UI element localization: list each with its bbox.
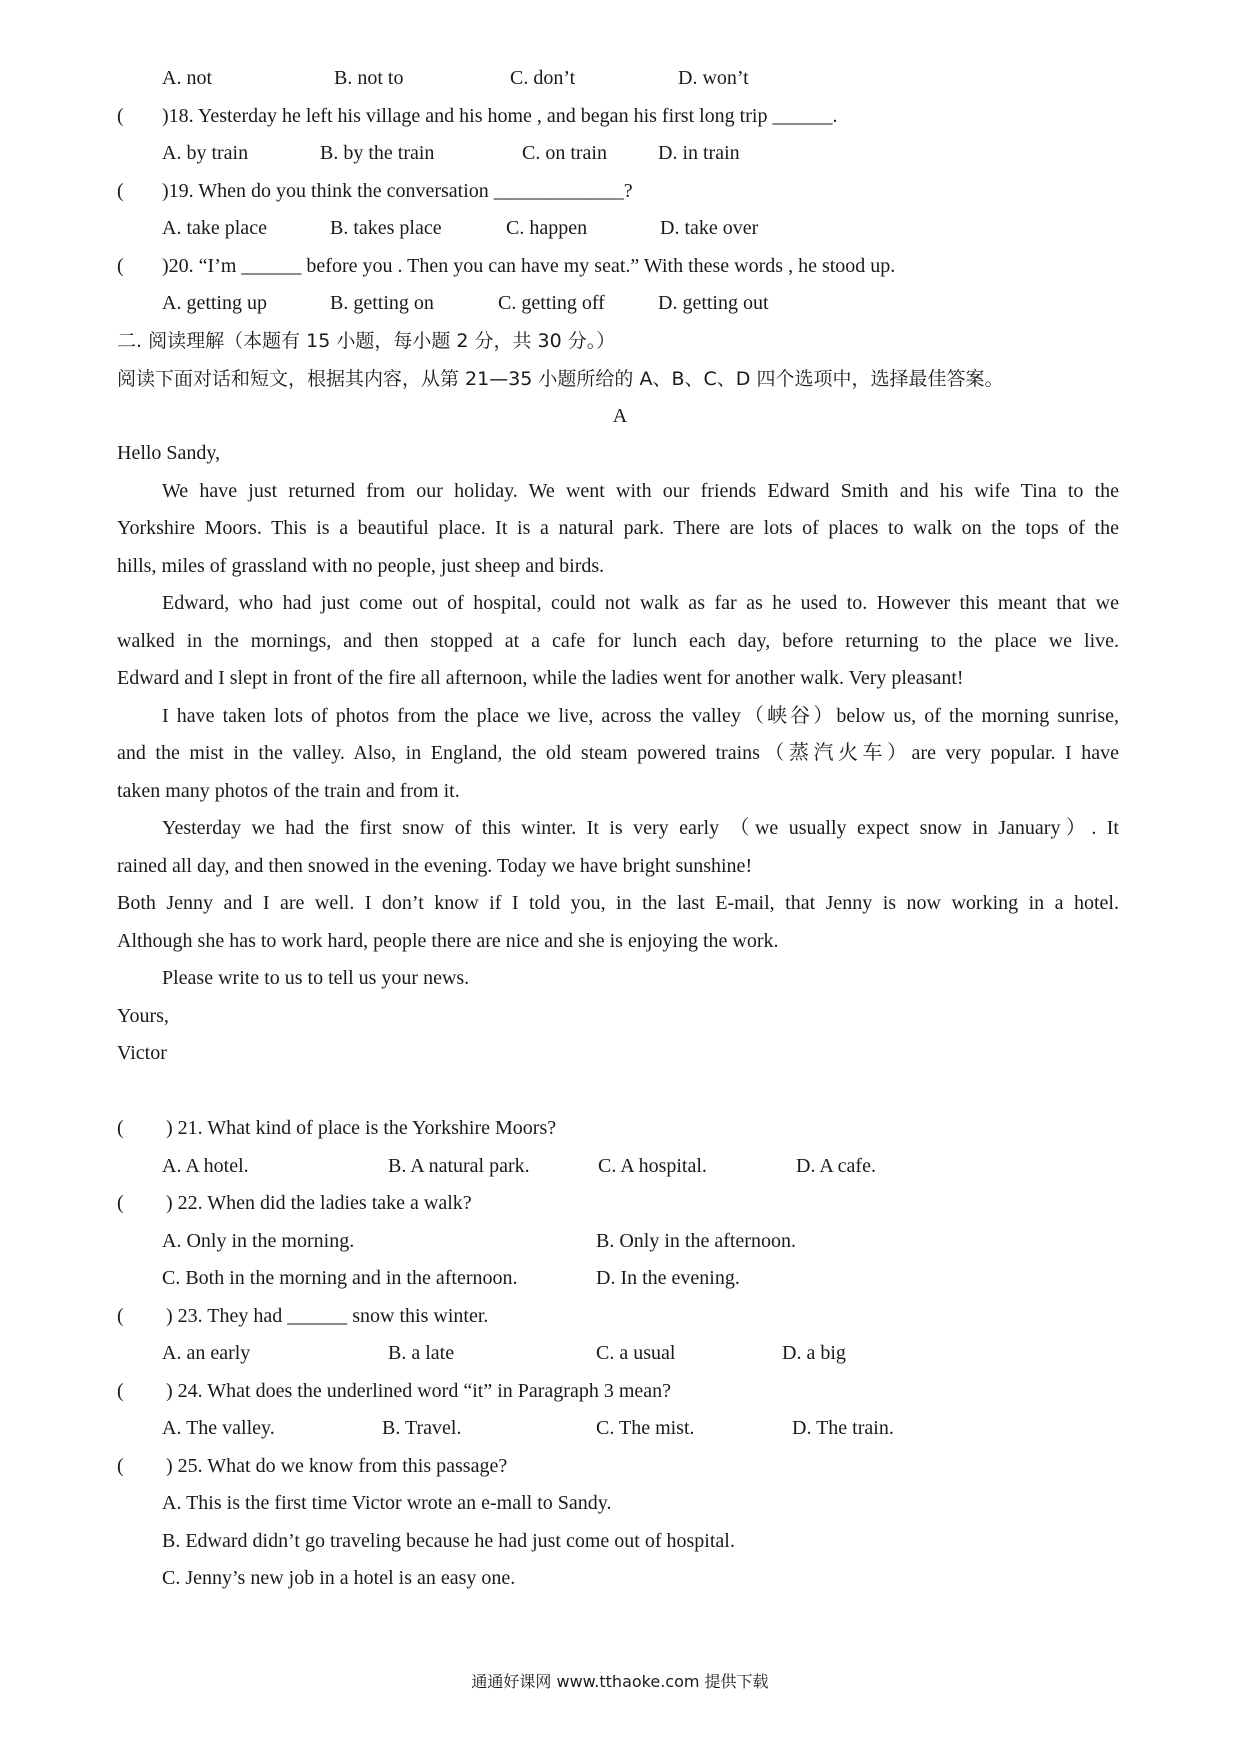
section-instruction: 阅读下面对话和短文，根据其内容，从第 21—35 小题所给的 A、B、C、D 四个选项中，选择最佳答案。	[117, 368, 1004, 390]
q25-option-b: B. Edward didn’t go traveling because he had just come out of hospital.	[162, 1530, 735, 1552]
page-footer: 通通好课网 www.tthaoke.com 提供下载	[471, 1672, 769, 1691]
q24-option-b: B. Travel.	[382, 1417, 462, 1439]
q18-option-a: A. by train	[162, 142, 249, 164]
q20-option-c: C. getting off	[498, 292, 605, 314]
letter-line: Yorkshire Moors. This is a beautiful place. It is a natural park. There are lots of places to walk on the tops of the	[117, 517, 1119, 539]
q25-option-a: A. This is the first time Victor wrote an e-mall to Sandy.	[162, 1492, 612, 1514]
letter-signature: Victor	[117, 1042, 167, 1064]
q17-option-b: B. not to	[334, 67, 404, 89]
q20-answer-bracket: (	[117, 255, 124, 277]
letter-line: and the mist in the valley. Also, in England, the old steam powered trains（蒸汽火车）are very popular. I have	[117, 742, 1119, 764]
q18-answer-bracket: (	[117, 105, 124, 127]
q17-option-d: D. won’t	[678, 67, 749, 89]
letter-line: Please write to us to tell us your news.	[162, 967, 470, 989]
q25-option-c: C. Jenny’s new job in a hotel is an easy one.	[162, 1567, 516, 1589]
q22-option-c: C. Both in the morning and in the afternoon.	[162, 1267, 518, 1289]
letter-line: Edward, who had just come out of hospital, could not walk as far as he used to. However this meant that we	[162, 592, 1119, 614]
q21-option-a: A. A hotel.	[162, 1155, 249, 1177]
q21-stem: ) 21. What kind of place is the Yorkshire Moors?	[166, 1117, 557, 1139]
letter-greeting: Hello Sandy,	[117, 442, 221, 464]
q19-option-b: B. takes place	[330, 217, 442, 239]
letter-line: rained all day, and then snowed in the evening. Today we have bright sunshine!	[117, 855, 753, 877]
passage-label: A	[612, 405, 628, 427]
q23-option-c: C. a usual	[596, 1342, 676, 1364]
q25-answer-bracket: (	[117, 1455, 124, 1477]
section-heading: 二. 阅读理解（本题有 15 小题，每小题 2 分，共 30 分。）	[117, 330, 616, 352]
q21-option-d: D. A cafe.	[796, 1155, 876, 1177]
q22-option-d: D. In the evening.	[596, 1267, 740, 1289]
q21-answer-bracket: (	[117, 1117, 124, 1139]
q23-option-b: B. a late	[388, 1342, 455, 1364]
letter-line: taken many photos of the train and from it.	[117, 780, 460, 802]
q20-option-b: B. getting on	[330, 292, 434, 314]
q21-option-c: C. A hospital.	[598, 1155, 707, 1177]
q23-answer-bracket: (	[117, 1305, 124, 1327]
letter-line: Yesterday we had the first snow of this winter. It is very early （we usually expect snow in January）. It	[162, 817, 1119, 839]
q22-option-b: B. Only in the afternoon.	[596, 1230, 796, 1252]
q24-answer-bracket: (	[117, 1380, 124, 1402]
q20-stem: )20. “I’m ______ before you . Then you can have my seat.” With these words , he stood up.	[162, 255, 896, 277]
q24-option-c: C. The mist.	[596, 1417, 695, 1439]
q25-stem: ) 25. What do we know from this passage?	[166, 1455, 508, 1477]
letter-line: Both Jenny and I are well. I don’t know if I told you, in the last E-mail, that Jenny is now working in a hotel.	[117, 892, 1119, 914]
letter-closing: Yours,	[117, 1005, 169, 1027]
letter-line: hills, miles of grassland with no people, just sheep and birds.	[117, 555, 605, 577]
q24-stem: ) 24. What does the underlined word “it” in Paragraph 3 mean?	[166, 1380, 672, 1402]
q19-answer-bracket: (	[117, 180, 124, 202]
q22-stem: ) 22. When did the ladies take a walk?	[166, 1192, 472, 1214]
q19-option-d: D. take over	[660, 217, 759, 239]
q19-option-c: C. happen	[506, 217, 588, 239]
letter-line: Edward and I slept in front of the fire all afternoon, while the ladies went for another walk. Very pleasant!	[117, 667, 964, 689]
q18-stem: )18. Yesterday he left his village and his home , and began his first long trip ______.	[162, 105, 838, 127]
q17-option-a: A. not	[162, 67, 212, 89]
q21-option-b: B. A natural park.	[388, 1155, 530, 1177]
q19-stem: )19. When do you think the conversation _____________?	[162, 180, 633, 202]
q17-option-c: C. don’t	[510, 67, 576, 89]
q18-option-c: C. on train	[522, 142, 607, 164]
q18-option-d: D. in train	[658, 142, 740, 164]
q19-option-a: A. take place	[162, 217, 267, 239]
letter-line: Although she has to work hard, people there are nice and she is enjoying the work.	[117, 930, 779, 952]
q23-stem: ) 23. They had ______ snow this winter.	[166, 1305, 489, 1327]
q20-option-a: A. getting up	[162, 292, 267, 314]
q24-option-a: A. The valley.	[162, 1417, 275, 1439]
letter-line: We have just returned from our holiday. We went with our friends Edward Smith and his wife Tina to the	[162, 480, 1119, 502]
letter-line: walked in the mornings, and then stopped at a cafe for lunch each day, before returning to the place we live.	[117, 630, 1119, 652]
q18-option-b: B. by the train	[320, 142, 435, 164]
q23-option-a: A. an early	[162, 1342, 251, 1364]
q20-option-d: D. getting out	[658, 292, 769, 314]
q23-option-d: D. a big	[782, 1342, 846, 1364]
q24-option-d: D. The train.	[792, 1417, 894, 1439]
q22-option-a: A. Only in the morning.	[162, 1230, 355, 1252]
q22-answer-bracket: (	[117, 1192, 124, 1214]
letter-line: I have taken lots of photos from the place we live, across the valley（峡谷）below us, of the morning sunrise,	[162, 705, 1119, 727]
